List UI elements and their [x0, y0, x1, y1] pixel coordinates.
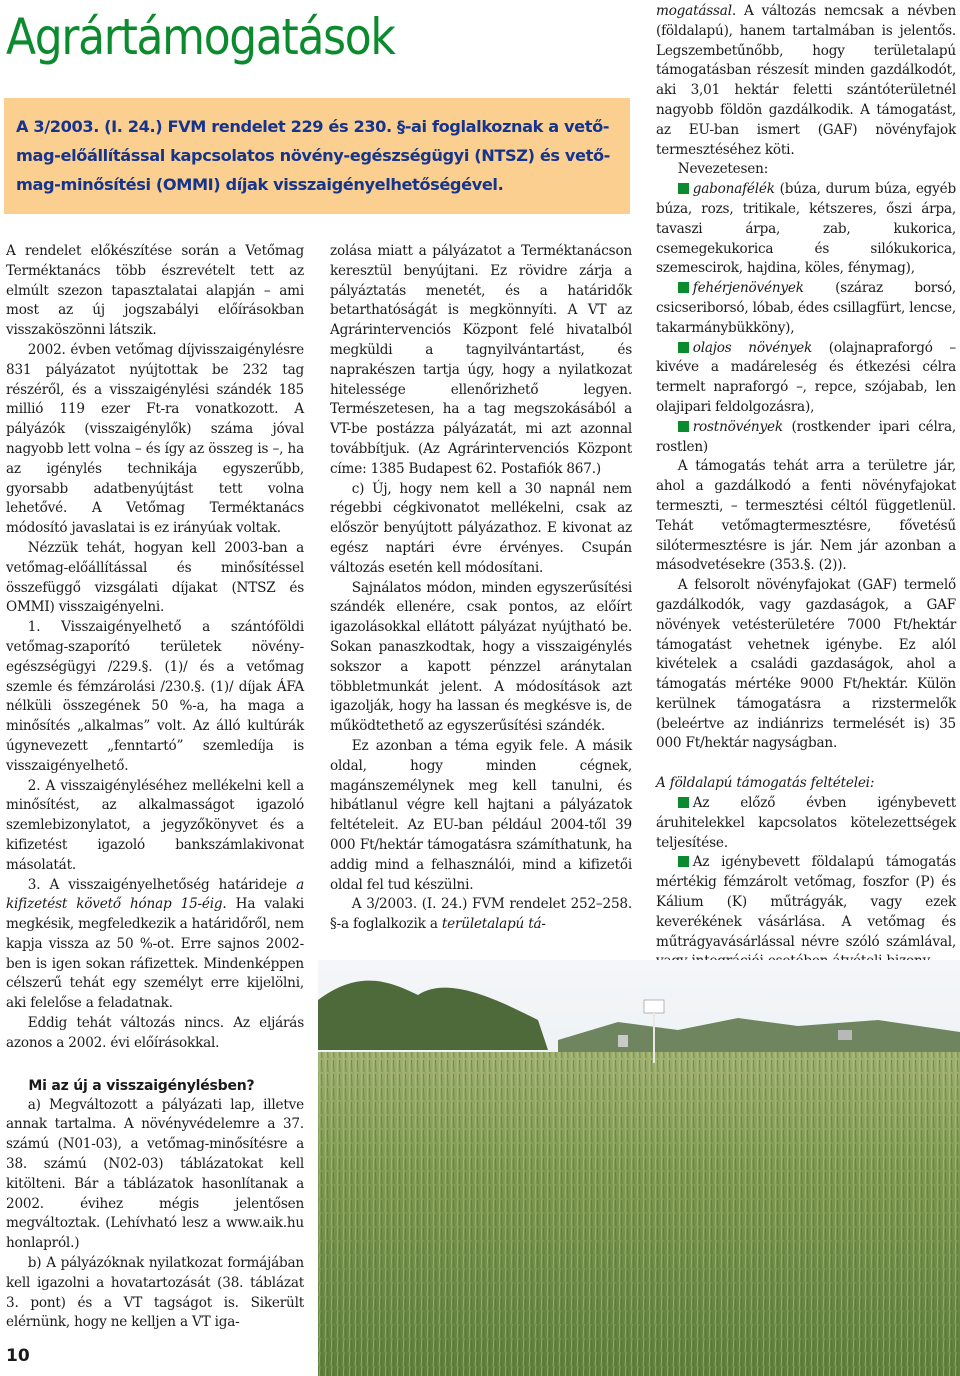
paragraph: Nézzük tehát, hogyan kell 2003-ban a vetőmag-előállítással és minősítéssel összefüggő vizsgálati díjakat (NTSZ és OMMI) visszaigényelni. — [6, 539, 304, 616]
green-square-bullet-icon — [678, 797, 689, 808]
green-square-bullet-icon — [678, 183, 689, 194]
section-heading: Mi az új a visszaigénylésben? — [28, 1077, 255, 1094]
spacer — [6, 1054, 304, 1076]
paragraph — [656, 2, 956, 160]
bullet-item — [656, 418, 956, 458]
lead-box — [4, 98, 630, 214]
lead-line: A 3/2003. (I. 24.) FVM rendelet 229 és 230. §-ai foglalkoznak a vető- — [16, 117, 610, 136]
paragraph: b) A pályázóknak nyilatkozat formájában kell igazolni a hovatartozását (38. táblázat 3. pont) és a VT tagságot is. Sikerült elérnünk, hogy ne kelljen a VT iga- — [6, 1255, 304, 1331]
wheat-field-photo — [318, 960, 960, 1376]
paragraph: A felsorolt növényfajokat (GAF) termelő gazdálkodók, vagy gazdaságok, a GAF növények vetésterületére 7000 Ft/hektár támogatást vehetnek igénybe. Ez alól kivételek a családi gazdaságok, ahol a támogatás mértéke 9000 Ft/hektár. Külön kerülnek támogatásra a rizstermelők (beleértve az indiánrizs termelését is) 35 000 Ft/hektár nagyságban. — [656, 577, 956, 752]
text-run: . Ha valaki megkésik, megfeledkezik a határidőről, nem kapja vissza az 50 %-ot. Erre sajnos 2002-ben is igen sokan ráfizettek. Mindenképpen célszerű tehát egy személyt erre kijelölni, aki felelőse a feladatnak. — [6, 896, 305, 1012]
emphasis: mogatással — [656, 3, 732, 19]
paragraph — [330, 895, 632, 935]
text-run: (búza, durum búza, egyéb búza, rozs, tritikale, kétszeres, őszi árpa, tavaszi árpa, zab, kukorica, csemegekukorica és silókukorica, szemescirok, hajdina, köles, fénymag), — [656, 181, 956, 277]
green-square-bullet-icon — [678, 342, 689, 353]
text-column-2 — [330, 242, 632, 935]
text-run: (olajnapraforgó – kivéve a madáreleség és étkezési célra termelt napraforgó –, repce, szójabab, len olajipari feldolgozásra), — [656, 339, 956, 415]
subheading — [656, 774, 956, 794]
text-run: 3. A visszaigényelhetőség határideje — [27, 876, 297, 893]
bullet-item — [656, 180, 956, 279]
text-run: A 3/2003. (I. 24.) FVM rendelet 252–258. §-a foglalkozik a — [330, 896, 632, 933]
deadline-emphasis: a kifizetést követő hónap 15-éig — [6, 876, 304, 913]
lead-line: mag-minősítési (OMMI) díjak visszaigényelhetőségével. — [16, 175, 504, 194]
emphasis: területalapú tá- — [441, 916, 546, 933]
text-run: (rostkender ipari célra, rostlen) — [656, 418, 956, 455]
lead-line: mag-előállítással kapcsolatos növény-egészségügyi (NTSZ) és vető- — [16, 146, 610, 165]
emphasis: rostnövények — [692, 418, 783, 435]
paragraph: A támogatás tehát arra a területre jár, ahol a gazdálkodó a fenti növényfajokat termeszti, – termesztési céltól függetlenül. Tehát vetőmagtermesztésre, fővetésű silótermesztésre is jár. Nem jár azonban a másodvetésekre (353.§. (2)). — [656, 458, 956, 574]
wheat-field-image — [318, 960, 960, 1376]
text-run: . A változás nemcsak a névben (földalapú), hanem tartalmában is jelentős. Legszembetűnőbb, hogy területalapú támogatásban részesít minden gazdálkodót, aki 3,01 hektár feletti szántóterületnél nagyobb földön gazdálkodik. A támogatást, az EU-ban ismert (GAF) növényfajok termesztéséhez köti. — [656, 3, 956, 158]
paragraph: Nevezetesen: — [677, 161, 769, 178]
paragraph: 2002. évben vetőmag díjvisszaigénylésre 831 pályázatot nyújtottak be 232 tag részéről, és a visszaigénylési szándék 185 millió 119 ezer Ft-ra vonatkozott. A pályázók (visszaigénylők) száma jóval nagyobb lett volna – és így az összeg is –, ha az igénylés technikája egyszerűbb, gyorsabb adatbenyújtást tett volna lehetővé. A Vetőmag Terméktanács módosító javaslatai is ez irányúak voltak. — [6, 341, 304, 537]
text-run: Az előző évben igénybevett áruhitelekkel kapcsolatos kötelezettségek teljesítése. — [656, 795, 956, 851]
emphasis: olajos növények — [692, 339, 813, 356]
text-run: Az igénybevett földalapú támogatás mértékig fémzárolt vetőmag, foszfor (P) és Kálium (K) műtrágyák, vagy ezek keverékének vásárlása. A vetőmag és műtrágyavásárlással névre szóló számlával, — [656, 854, 956, 950]
text-column-1 — [6, 242, 304, 1333]
paragraph: Eddig tehát változás nincs. Az eljárás azonos a 2002. évi előírásokkal. — [6, 1015, 304, 1051]
paragraph: a) Megváltozott a pályázati lap, illetve annak tartalma. A növényvédelemre a 37. számú (N01-03), a vetőmag-minősítésre a 38. számú (N02-03) táblázatokat kell kitölteni. Bár a táblázatok hasonlítanak a 2002. évihez mégis jelentősen megváltoztak. (Lehívható lesz a www.aik.hu honlapról.) — [6, 1096, 304, 1252]
bullet-item — [656, 279, 956, 338]
green-square-bullet-icon — [678, 856, 689, 867]
emphasis: A földalapú támogatás feltételei: — [656, 775, 875, 792]
text-column-3 — [656, 2, 956, 972]
paragraph: 2. A visszaigényléséhez mellékelni kell a minősítést, az alkalmasságot igazoló szemlebizonylatot, a jegyzőkönyvet és a kifizetést igazoló bankszámlakivonat másolatát. — [6, 777, 304, 873]
green-square-bullet-icon — [678, 421, 689, 432]
paragraph: c) Új, hogy nem kell a 30 napnál nem régebbi cégkivonatot mellékelni, csak az először benyújtott pályázathoz. E kivonat az egész naptári évre érvényes. Csupán változás esetén kell módosítani. — [330, 480, 632, 576]
bullet-item — [656, 794, 956, 853]
bullet-item — [656, 339, 956, 418]
page-number: 10 — [6, 1346, 30, 1366]
emphasis: gabonafélék — [692, 181, 775, 198]
paragraph — [6, 876, 304, 1015]
paragraph: 1. Visszaigényelhető a szántóföldi vetőmag-szaporító területek növény-egészségügyi /229.§. (1)/ és a vetőmag szemle és fémzárolási /230.§. (1)/ díjak ÁFA nélküli összegének 50 %-a, ha maga a minősítés „alkalmas” volt. Az álló kultúrák úgynevezett „fenntartó” szemledíja is visszaigényelhető. — [6, 619, 304, 774]
paragraph: A rendelet előkészítése során a Vetőmag Terméktanács több észrevételt tett az elmúlt szezon tapasztalatai alapján – ami most az új jogszabályi előírásokban visszaköszönni látszik. — [6, 243, 304, 339]
bullet-item — [656, 853, 956, 972]
emphasis: fehérjenövények — [692, 280, 804, 297]
paragraph: Ez azonban a téma egyik fele. A másik oldal, hogy minden cégnek, magánszemélynek meg kell tanulni, és hibátlanul végre kell hajtani a pályázatok feltételeit. Az EU-ban például 2004-től 39 000 Ft/hektár támogatásra számíthatunk, ha addig mind a felhasználói, mind a kifizetői oldal fel tud készülni. — [330, 737, 632, 893]
spacer — [656, 754, 956, 774]
lead-paragraph — [16, 112, 616, 199]
paragraph: zolása miatt a pályázatot a Terméktanácson keresztül benyújtani. Ez rövidre zárja a pályáztatás menetét, és a határidők betarthatóságát is megkönnyíti. A VT az Agrárintervenciós Központ felé hivatalból megküldi a tagnyilvántartást, és naprakészen tartja úgy, hogy a nyilatkozat hitelessége ellenőrizhető legyen. Természetesen, ha a tag megszokásából a VT-be postázza pályázatát, mi azt azonnal továbbítjuk. (Az Agrárintervenciós Központ címe: 1385 Budapest 62. Postafiók 867.) — [330, 243, 632, 477]
green-square-bullet-icon — [678, 282, 689, 293]
paragraph: Sajnálatos módon, minden egyszerűsítési szándék ellenére, csak pontos, az előírt igazolásokkal ellátott pályázat nyújtható be. Sokan panaszkodtak, hogy a visszaigénylés sokszor a kapott pénzzel aránytalan többletmunkát jelent. A módosítások azt igazolják, hogy ha lassan és megkésve is, de működtethető az egyszerűsítési szándék. — [330, 579, 632, 735]
article-title: Agrártámogatások — [6, 8, 395, 66]
text-run: (száraz borsó, csicseriborsó, lóbab, édes csillagfürt, lencse, takarmánybükköny), — [656, 280, 956, 336]
